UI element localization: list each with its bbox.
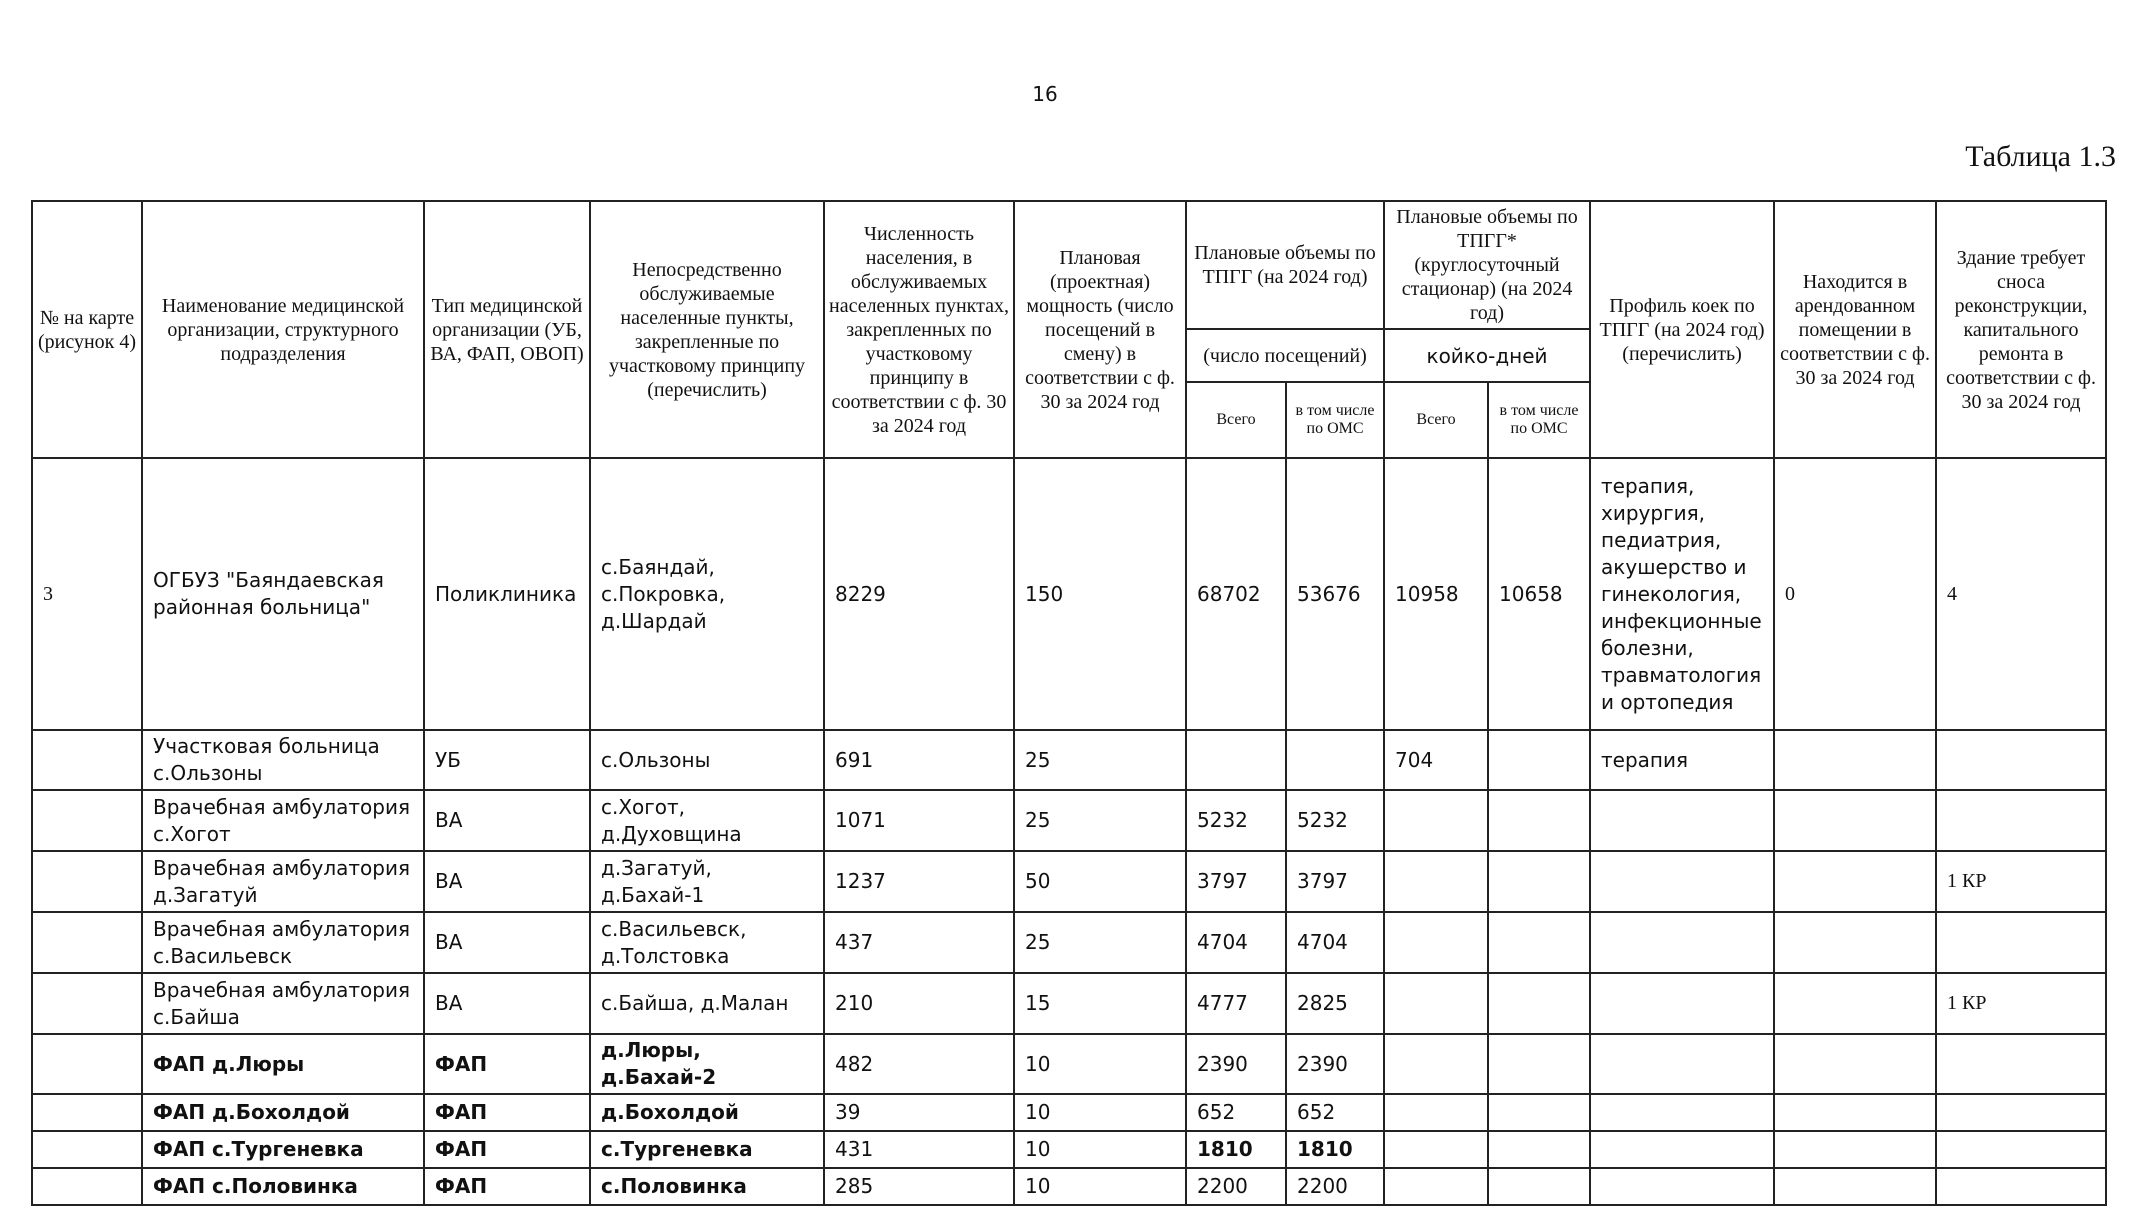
cell-bed-profile: терапия, хирургия, педиатрия, акушерство и гинекология, инфекционные болезни, травматология и ортопедия: [1590, 458, 1774, 730]
cell-visits-total: 1810: [1186, 1131, 1286, 1168]
cell-rented: [1774, 1034, 1936, 1094]
cell-population: 1237: [824, 851, 1014, 912]
cell-capacity: 25: [1014, 912, 1186, 973]
cell-org-name: ОГБУЗ "Баяндаевская районная больница": [142, 458, 424, 730]
table-row: [32, 730, 2106, 790]
cell-org-name: Врачебная амбулатория с.Васильевск: [142, 912, 424, 973]
cell-map-no: [32, 730, 142, 790]
cell-map-no: [32, 1168, 142, 1205]
cell-served-points: д.Люры, д.Бахай-2: [590, 1034, 824, 1094]
cell-org-type: ВА: [424, 973, 590, 1034]
cell-beds-oms: [1488, 973, 1590, 1034]
cell-org-type: ВА: [424, 912, 590, 973]
cell-org-name: ФАП д.Бохолдой: [142, 1094, 424, 1131]
cell-rented: [1774, 730, 1936, 790]
cell-visits-total: 5232: [1186, 790, 1286, 851]
header-org-name: Наименование медицинской организации, структурного подразделения: [142, 201, 424, 458]
cell-rented: [1774, 851, 1936, 912]
cell-rented: [1774, 1131, 1936, 1168]
cell-building: [1936, 1034, 2106, 1094]
table-row: [32, 1094, 2106, 1131]
cell-beds-oms: [1488, 1034, 1590, 1094]
cell-visits-total: 4704: [1186, 912, 1286, 973]
cell-visits-oms: 4704: [1286, 912, 1384, 973]
cell-building: [1936, 1168, 2106, 1205]
table-row: [32, 973, 2106, 1034]
header-inpatient-volumes: Плановые объемы по ТПГГ* (круглосуточный стационар) (на 2024 год): [1384, 201, 1590, 329]
table-row: [32, 851, 2106, 912]
table-row: [32, 458, 2106, 730]
cell-map-no: [32, 912, 142, 973]
cell-capacity: 25: [1014, 790, 1186, 851]
page-number: 16: [1032, 82, 1058, 106]
cell-building: [1936, 730, 2106, 790]
cell-map-no: [32, 790, 142, 851]
cell-capacity: 15: [1014, 973, 1186, 1034]
cell-beds-total: 704: [1384, 730, 1488, 790]
cell-org-type: ВА: [424, 790, 590, 851]
header-capacity: Плановая (проектная) мощность (число посещений в смену) в соответствии с ф. 30 за 2024 год: [1014, 201, 1186, 458]
cell-beds-total: [1384, 790, 1488, 851]
cell-map-no: [32, 1034, 142, 1094]
cell-rented: [1774, 1094, 1936, 1131]
cell-population: 431: [824, 1131, 1014, 1168]
cell-bed-profile: терапия: [1590, 730, 1774, 790]
cell-beds-oms: [1488, 1094, 1590, 1131]
cell-beds-total: [1384, 1034, 1488, 1094]
header-tpgg-units: (число посещений): [1186, 329, 1384, 382]
cell-org-type: ФАП: [424, 1094, 590, 1131]
table-row: [32, 790, 2106, 851]
cell-map-no: [32, 973, 142, 1034]
cell-building: 1 КР: [1936, 973, 2106, 1034]
cell-capacity: 50: [1014, 851, 1186, 912]
cell-org-type: ФАП: [424, 1168, 590, 1205]
table-row: [32, 912, 2106, 973]
cell-population: 285: [824, 1168, 1014, 1205]
cell-beds-total: [1384, 973, 1488, 1034]
header-population: Численность населения, в обслуживаемых населенных пунктах, закрепленных по участковому принципу в соответствии с ф. 30 за 2024 год: [824, 201, 1014, 458]
cell-visits-total: 68702: [1186, 458, 1286, 730]
cell-visits-oms: 2825: [1286, 973, 1384, 1034]
table-row: [32, 1131, 2106, 1168]
header-inpatient-units: койко-дней: [1384, 329, 1590, 382]
cell-population: 437: [824, 912, 1014, 973]
cell-capacity: 150: [1014, 458, 1186, 730]
header-rented: Находится в арендованном помещении в соответствии с ф. 30 за 2024 год: [1774, 201, 1936, 458]
cell-beds-oms: [1488, 730, 1590, 790]
cell-visits-total: 4777: [1186, 973, 1286, 1034]
header-visits-oms: в том числе по ОМС: [1286, 382, 1384, 458]
cell-population: 8229: [824, 458, 1014, 730]
cell-beds-oms: [1488, 912, 1590, 973]
cell-served-points: с.Половинка: [590, 1168, 824, 1205]
cell-visits-oms: 2390: [1286, 1034, 1384, 1094]
cell-served-points: с.Хогот, д.Духовщина: [590, 790, 824, 851]
cell-beds-oms: 10658: [1488, 458, 1590, 730]
cell-beds-total: [1384, 851, 1488, 912]
cell-population: 210: [824, 973, 1014, 1034]
cell-bed-profile: [1590, 851, 1774, 912]
cell-served-points: с.Тургеневка: [590, 1131, 824, 1168]
cell-visits-oms: 1810: [1286, 1131, 1384, 1168]
cell-org-name: Врачебная амбулатория д.Загатуй: [142, 851, 424, 912]
table-row: [32, 1168, 2106, 1205]
cell-building: [1936, 912, 2106, 973]
cell-building: 4: [1936, 458, 2106, 730]
cell-beds-total: [1384, 1131, 1488, 1168]
cell-beds-oms: [1488, 1131, 1590, 1168]
cell-visits-oms: 3797: [1286, 851, 1384, 912]
cell-rented: 0: [1774, 458, 1936, 730]
cell-org-type: Поликлиника: [424, 458, 590, 730]
cell-rented: [1774, 912, 1936, 973]
cell-building: [1936, 790, 2106, 851]
cell-beds-oms: [1488, 851, 1590, 912]
cell-served-points: с.Байша, д.Малан: [590, 973, 824, 1034]
cell-population: 482: [824, 1034, 1014, 1094]
cell-visits-total: 652: [1186, 1094, 1286, 1131]
cell-org-type: УБ: [424, 730, 590, 790]
cell-bed-profile: [1590, 1094, 1774, 1131]
cell-bed-profile: [1590, 1168, 1774, 1205]
cell-bed-profile: [1590, 1034, 1774, 1094]
cell-map-no: [32, 1094, 142, 1131]
cell-org-name: ФАП с.Тургеневка: [142, 1131, 424, 1168]
header-building: Здание требует сноса реконструкции, капитального ремонта в соответствии с ф. 30 за 2024 год: [1936, 201, 2106, 458]
cell-rented: [1774, 790, 1936, 851]
cell-bed-profile: [1590, 1131, 1774, 1168]
cell-bed-profile: [1590, 790, 1774, 851]
header-served-points: Непосредственно обслуживаемые населенные пункты, закрепленные по участковому принципу (перечислить): [590, 201, 824, 458]
cell-capacity: 10: [1014, 1168, 1186, 1205]
cell-bed-profile: [1590, 912, 1774, 973]
cell-capacity: 10: [1014, 1034, 1186, 1094]
cell-building: [1936, 1094, 2106, 1131]
table-row: [32, 1034, 2106, 1094]
cell-visits-oms: [1286, 730, 1384, 790]
cell-served-points: д.Бохолдой: [590, 1094, 824, 1131]
cell-org-type: ВА: [424, 851, 590, 912]
cell-org-name: Врачебная амбулатория с.Хогот: [142, 790, 424, 851]
cell-visits-total: 3797: [1186, 851, 1286, 912]
cell-visits-total: [1186, 730, 1286, 790]
cell-visits-oms: 652: [1286, 1094, 1384, 1131]
cell-population: 39: [824, 1094, 1014, 1131]
cell-map-no: [32, 851, 142, 912]
cell-beds-total: 10958: [1384, 458, 1488, 730]
cell-org-type: ФАП: [424, 1034, 590, 1094]
table-caption: Таблица 1.3: [1965, 140, 2116, 173]
cell-capacity: 10: [1014, 1131, 1186, 1168]
cell-org-name: ФАП д.Люры: [142, 1034, 424, 1094]
facilities-table: [31, 200, 2107, 1206]
header-org-type: Тип медицинской организации (УБ, ВА, ФАП, ОВОП): [424, 201, 590, 458]
cell-rented: [1774, 973, 1936, 1034]
header-map-no: № на карте (рисунок 4): [32, 201, 142, 458]
cell-building: [1936, 1131, 2106, 1168]
cell-beds-total: [1384, 912, 1488, 973]
cell-bed-profile: [1590, 973, 1774, 1034]
cell-served-points: с.Ользоны: [590, 730, 824, 790]
header-visits-total: Всего: [1186, 382, 1286, 458]
cell-beds-total: [1384, 1168, 1488, 1205]
cell-capacity: 25: [1014, 730, 1186, 790]
cell-map-no: [32, 1131, 142, 1168]
cell-served-points: с.Баяндай, с.Покровка, д.Шардай: [590, 458, 824, 730]
cell-visits-oms: 2200: [1286, 1168, 1384, 1205]
cell-building: 1 КР: [1936, 851, 2106, 912]
cell-population: 691: [824, 730, 1014, 790]
cell-visits-total: 2200: [1186, 1168, 1286, 1205]
header-tpgg-volumes: Плановые объемы по ТПГГ (на 2024 год): [1186, 201, 1384, 329]
cell-org-name: Врачебная амбулатория с.Байша: [142, 973, 424, 1034]
cell-visits-oms: 5232: [1286, 790, 1384, 851]
cell-org-name: ФАП с.Половинка: [142, 1168, 424, 1205]
cell-served-points: с.Васильевск, д.Толстовка: [590, 912, 824, 973]
header-beds-oms: в том числе по ОМС: [1488, 382, 1590, 458]
cell-beds-oms: [1488, 790, 1590, 851]
cell-beds-oms: [1488, 1168, 1590, 1205]
header-beds-total: Всего: [1384, 382, 1488, 458]
cell-rented: [1774, 1168, 1936, 1205]
cell-served-points: д.Загатуй, д.Бахай-1: [590, 851, 824, 912]
cell-visits-oms: 53676: [1286, 458, 1384, 730]
cell-org-name: Участковая больница с.Ользоны: [142, 730, 424, 790]
header-bed-profile: Профиль коек по ТПГГ (на 2024 год) (перечислить): [1590, 201, 1774, 458]
cell-population: 1071: [824, 790, 1014, 851]
cell-visits-total: 2390: [1186, 1034, 1286, 1094]
cell-org-type: ФАП: [424, 1131, 590, 1168]
cell-beds-total: [1384, 1094, 1488, 1131]
cell-map-no: 3: [32, 458, 142, 730]
cell-capacity: 10: [1014, 1094, 1186, 1131]
